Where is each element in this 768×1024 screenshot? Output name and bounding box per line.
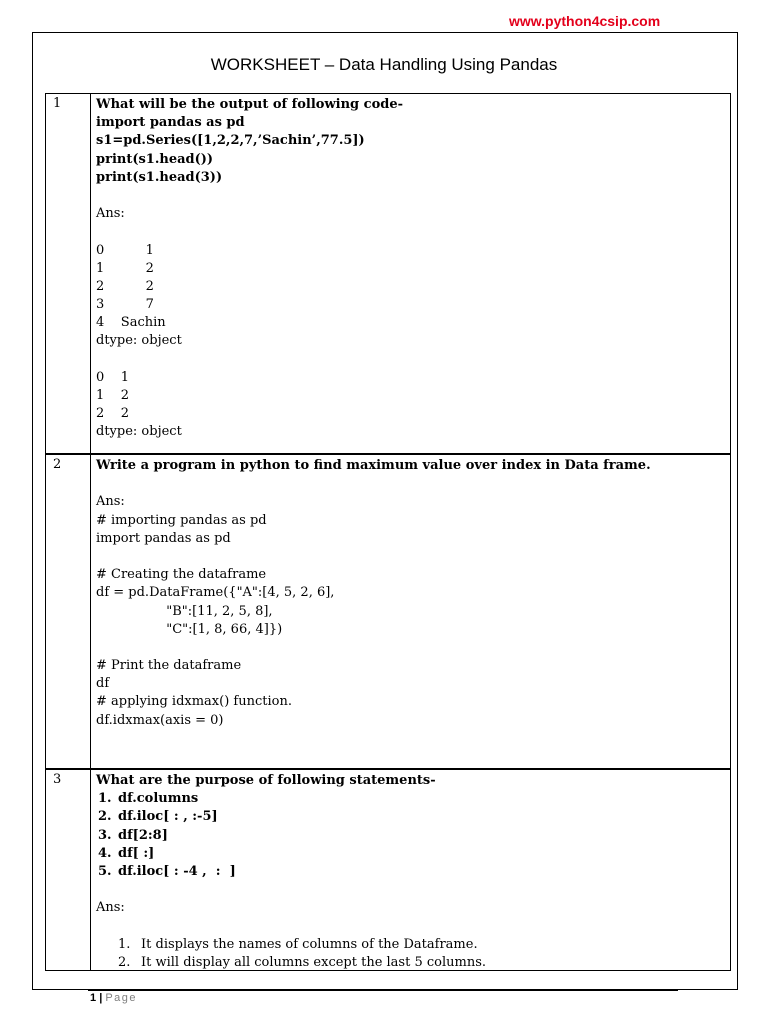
code-line: import pandas as pd — [96, 530, 231, 546]
statement-item: 4. df[ :] — [98, 845, 155, 861]
code-line: s1=pd.Series([1,2,2,7,’Sachin’,77.5]) — [96, 133, 365, 149]
question-row-2 — [45, 454, 731, 769]
output-line: 1 2 — [96, 260, 154, 276]
output-line: dtype: object — [96, 424, 182, 440]
footer-divider — [88, 990, 678, 991]
statement-item: 2. df.iloc[ : , :-5] — [98, 809, 218, 825]
output-line: 0 1 — [96, 242, 154, 258]
question-cell — [96, 96, 726, 442]
header-url: www.python4csip.com — [509, 13, 661, 29]
answer-item: 2. It will display all columns except the last 5 columns. — [118, 954, 487, 970]
ans-label: Ans: — [96, 494, 125, 510]
ans-label: Ans: — [96, 900, 125, 916]
page-number: 1 — [90, 992, 97, 1004]
code-line: print(s1.head()) — [96, 151, 214, 167]
question-text: Write a program in python to find maximum value over index in Data frame. — [96, 458, 651, 473]
code-line: df = pd.DataFrame({"A":[4, 5, 2, 6], — [96, 585, 335, 601]
question-cell — [96, 772, 726, 971]
worksheet-title: WORKSHEET – Data Handling Using Pandas — [210, 55, 558, 74]
question-text: What will be the output of following code- — [96, 97, 404, 112]
code-line: print(s1.head(3)) — [96, 169, 223, 185]
output-line: 3 7 — [96, 297, 154, 313]
statement-item: 1. df.columns — [98, 791, 199, 807]
code-line: df.idxmax(axis = 0) — [96, 712, 224, 728]
question-number: 1 — [46, 94, 91, 453]
page-footer — [90, 992, 137, 1004]
output-line: 1 2 — [96, 388, 130, 403]
code-line: import pandas as pd — [96, 115, 245, 131]
output-line: 2 2 — [96, 278, 154, 294]
output-line: 0 1 — [96, 369, 130, 385]
code-line: df — [96, 676, 110, 692]
question-text: What are the purpose of following statements- — [96, 773, 436, 788]
question-cell — [96, 457, 726, 730]
statement-item: 5. df.iloc[ : -4 , : ] — [98, 863, 236, 879]
ans-label: Ans: — [96, 206, 125, 222]
answer-list — [96, 936, 726, 971]
output-line: 2 2 — [96, 406, 130, 422]
question-number: 3 — [46, 770, 91, 970]
footer-separator: | — [99, 992, 103, 1004]
question-row-1 — [45, 93, 731, 454]
question-number: 2 — [46, 455, 91, 768]
statement-item: 3. df[2:8] — [98, 827, 168, 843]
code-line: "B":[11, 2, 5, 8], — [96, 603, 273, 619]
answer-item: 1. It displays the names of columns of the Dataframe. — [118, 936, 478, 952]
question-row-3 — [45, 769, 731, 971]
code-line: "C":[1, 8, 66, 4]}) — [96, 621, 283, 637]
code-line: # Print the dataframe — [96, 658, 242, 674]
code-line: # Creating the dataframe — [96, 567, 267, 583]
output-line: dtype: object — [96, 333, 182, 349]
code-line: # importing pandas as pd — [96, 512, 267, 528]
output-line: 4 Sachin — [96, 315, 166, 331]
statement-list — [96, 790, 726, 881]
code-line: # applying idxmax() function. — [96, 694, 292, 710]
page-label: Page — [105, 992, 138, 1004]
